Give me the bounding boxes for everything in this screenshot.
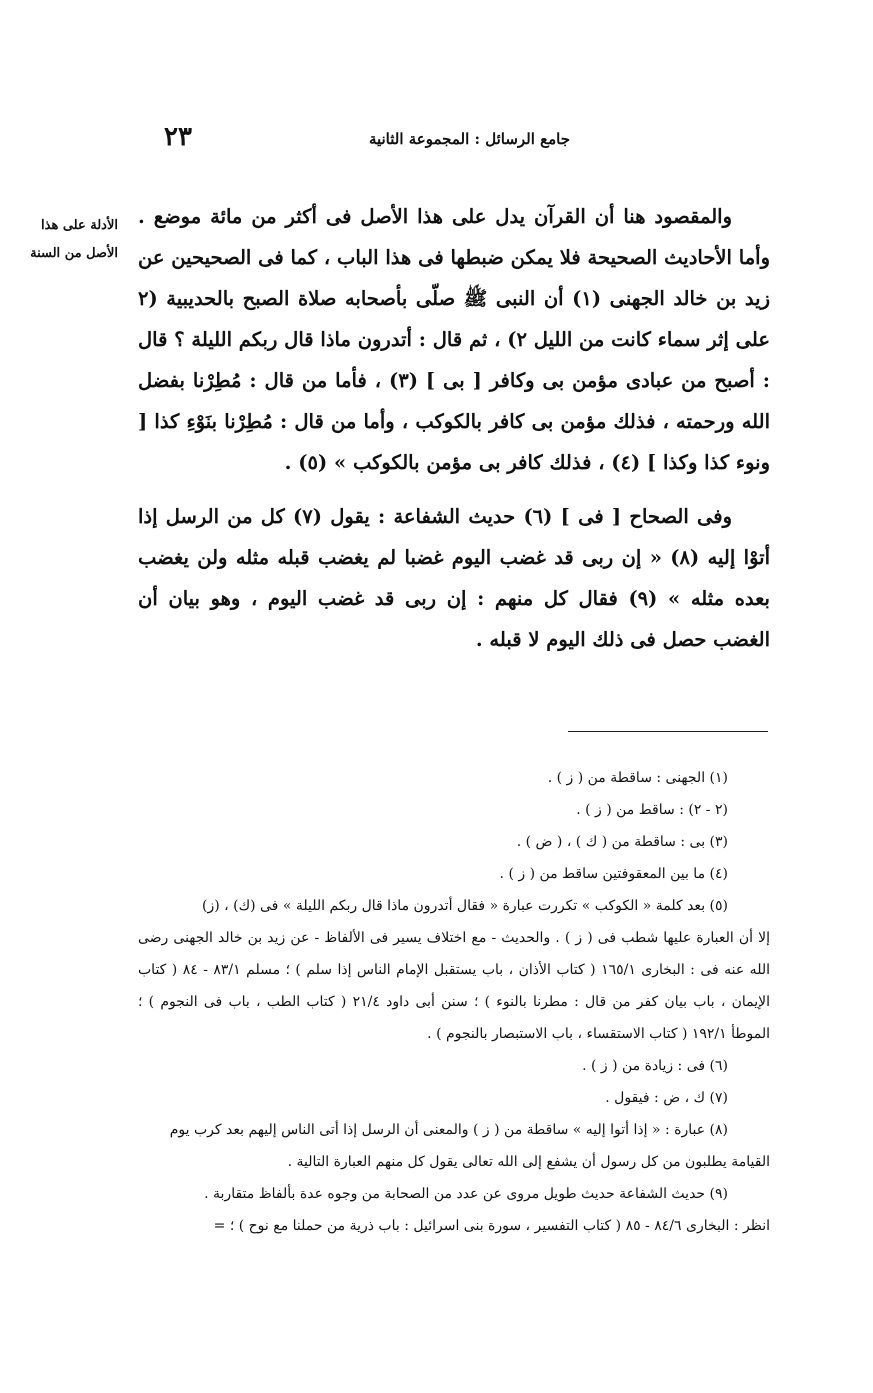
- margin-note-line: الأصل من السنة: [30, 246, 118, 261]
- footnote-8: [138, 1114, 770, 1178]
- footnote-9-lead: (٩) حديث الشفاعة حديث طويل مروى عن عدد من الصحابة من وجوه عدة بألفاظ متقاربة .: [204, 1186, 728, 1202]
- footnote-2: (٢ - ٢) : ساقط من ( ز ) .: [576, 802, 728, 818]
- footnote-5: [138, 890, 770, 1050]
- footnote-5-lead: (٥) بعد كلمة « الكوكب » تكررت عبارة « فقال أتدرون ماذا قال ربكم الليلة » فى (ك) ، (ز): [202, 898, 728, 914]
- footnotes: [138, 762, 770, 1242]
- running-title: جامع الرسائل : المجموعة الثانية: [368, 130, 570, 148]
- footnote-8-lead: (٨) عبارة : « إذا أتوا إليه » ساقطة من ( ز ) والمعنى أن الرسل إذا أتى الناس إليهم بعد كرب يوم: [169, 1122, 728, 1138]
- footnote-9-continuation: انظر : البخارى ٨٤/٦ - ٨٥ ( كتاب التفسير ، سورة بنى اسرائيل : باب ذرية من حملنا مع نوح ) ؛ =: [213, 1218, 770, 1234]
- footnote-1: (١) الجهنى : ساقطة من ( ز ) .: [547, 770, 728, 786]
- page-number: ٢٣: [164, 122, 192, 152]
- footnote-6: (٦) فى : زيادة من ( ز ) .: [582, 1058, 728, 1074]
- paragraph: والمقصود هنا أن القرآن يدل على هذا الأصل فى أكثر من مائة موضع . وأما الأحاديث الصحيحة فلا يمكن ضبطها فى هذا الباب ، كما فى الصحيحين عن زيد بن خالد الجهنى (١) أن النبى ﷺ صلّى بأصحابه صلاة الصبح بالحديبية (٢ على إثر سماء كانت من الليل ٢) ، ثم قال : أتدرون ماذا قال ربكم الليلة ؟ قال : أصبح من عبادى مؤمن بى وكافر [ بى ] (٣) ، فأما من قال : مُطِرْنا بفضل الله ورحمته ، فذلك مؤمن بى كافر بالكوكب ، وأما من قال : مُطِرْنا بنَوْءِ كذا [ ونوء كذا وكذا ] (٤) ، فذلك كافر بى مؤمن بالكوكب » (٥) .: [138, 205, 771, 474]
- margin-note-line: الأدلة على هذا: [41, 218, 118, 233]
- footnote-separator: [568, 731, 768, 732]
- footnote-4: (٤) ما بين المعقوفتين ساقط من ( ز ) .: [499, 866, 728, 882]
- footnote-5-continuation: إلا أن العبارة عليها شطب فى ( ز ) . والحديث - مع اختلاف يسير فى الألفاظ - عن زيد بن خالد الجهنى رضى الله عنه فى : البخارى ١٦٥/١ ( كتاب الأذان ، باب يستقبل الإمام الناس إذا سلم ) ؛ مسلم ٨٣/١ - ٨٤ ( كتاب الإيمان ، باب بيان كفر من قال : مطرنا بالنوء ) ؛ سنن أبى داود ٢١/٤ ( كتاب الطب ، باب فى النجوم ) ؛ الموطأ ١٩٢/١ ( كتاب الاستقساء ، باب الاستبصار بالنجوم ) .: [138, 930, 771, 1042]
- margin-note: [20, 212, 118, 268]
- footnote-7: (٧) ك ، ض : فيقول .: [605, 1090, 728, 1106]
- main-text: [138, 196, 770, 660]
- footnote-9: [138, 1178, 770, 1242]
- paragraph: وفى الصحاح [ فى ] (٦) حديث الشفاعة : يقول (٧) كل من الرسل إذا أتوْا إليه (٨) « إن ربى قد غضب اليوم غضبا لم يغضب قبله مثله ولن يغضب بعده مثله » (٩) فقال كل منهم : إن ربى قد غضب اليوم ، وهو بيان أن الغضب حصل فى ذلك اليوم لا قبله .: [138, 505, 770, 651]
- footnote-8-continuation: القيامة يطلبون من كل رسول أن يشفع إلى الله تعالى يقول كل منهم العبارة التالية .: [287, 1154, 770, 1170]
- footnote-3: (٣) بى : ساقطة من ( ك ) ، ( ض ) .: [516, 834, 728, 850]
- running-header: [150, 122, 770, 164]
